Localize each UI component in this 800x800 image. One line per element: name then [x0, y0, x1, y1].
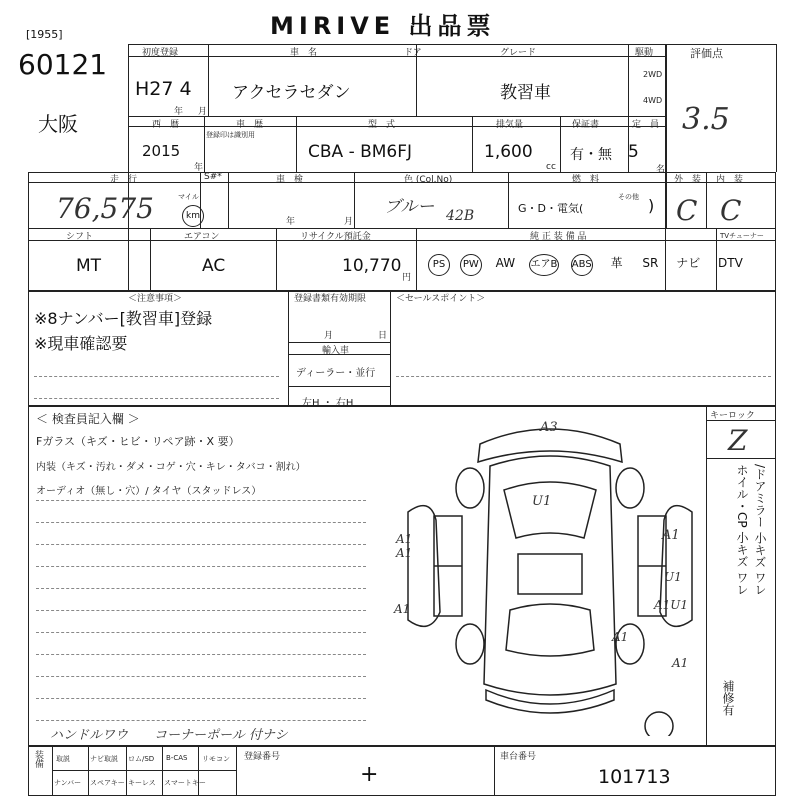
fuel-label: 燃 料	[572, 175, 600, 185]
equip-abs: ABS	[571, 254, 593, 276]
rating-value: 3.5	[682, 102, 730, 137]
doc-month: 月	[324, 331, 334, 341]
first-reg-label: 初度登録	[142, 48, 179, 58]
chassis-value: 101713	[598, 766, 671, 788]
model-label: 車 歴	[236, 120, 264, 130]
type-value: CBA - BM6FJ	[308, 142, 413, 162]
car-name: アクセラセダン	[232, 83, 351, 103]
keylock-label: キーロック	[710, 411, 755, 421]
side-note-2: /ドアミラー 小キズ ワレ	[753, 464, 767, 596]
equip-dtv: DTV	[718, 256, 743, 270]
equip-leather: 革	[610, 256, 623, 270]
grade-label: グレード	[500, 48, 537, 58]
equip-pw: PW	[460, 254, 482, 276]
western-value: 2015	[142, 142, 181, 160]
fuel-close: )	[648, 196, 655, 215]
interior-value: C	[720, 194, 742, 227]
damage-mark-a1-left2: A1	[396, 546, 413, 560]
displacement-label: 排気量	[496, 120, 524, 130]
col-spare-key: スペアキー	[90, 779, 125, 787]
drive-2wd: 2WD	[643, 70, 663, 79]
western-unit: 年	[194, 163, 204, 173]
fuel-value: G・D・電気(	[518, 202, 584, 215]
equip-label: 純 正 装 備 品	[530, 232, 587, 242]
ac-label: エアコン	[184, 232, 220, 242]
col-smart-key: スマートキー	[164, 779, 206, 787]
tv-label: TVチューナー	[720, 232, 764, 240]
mileage-value: 76,575	[56, 192, 154, 225]
model-sub: 登録印は識別用	[206, 131, 255, 139]
side-note-3: 補修有	[721, 680, 735, 716]
damage-mark-a3: A3	[540, 420, 558, 435]
displacement-unit: cc	[546, 162, 556, 172]
hand-note: ハンドルワウ コーナーポール 付ナシ	[50, 728, 288, 743]
import-hand: 左H ・ 右H	[302, 398, 354, 409]
damage-mark-a1u1: A1U1	[654, 598, 689, 612]
taxflag-label: S#*	[204, 172, 222, 182]
capacity-unit: 名	[656, 165, 666, 175]
col-bcas: B-CAS	[166, 754, 188, 762]
import-label: 輸入車	[322, 346, 350, 356]
damage-mark-a1-rear: A1	[612, 630, 629, 644]
interior-line: 内装（キズ・汚れ・ダメ・コゲ・穴・キレ・タバコ・割れ）	[36, 462, 306, 473]
caution-label: ＜注意事項＞	[128, 294, 183, 304]
month-label: 月	[198, 107, 208, 117]
equip-airbag: エアB	[529, 254, 559, 276]
page-title: MIRIVE 出品票	[270, 12, 496, 40]
damage-mark-a1-left1: A1	[396, 532, 413, 546]
grade-value: 教習車	[500, 83, 551, 103]
inspector-label: ＜ 検査員記入欄 ＞	[36, 412, 140, 426]
interior-label: 内 装	[716, 175, 744, 185]
type-label: 型 式	[368, 120, 396, 130]
doc-label: 登録書類有効期限	[294, 294, 367, 304]
name-label: 車 名	[290, 48, 318, 58]
chassis-label: 車台番号	[500, 752, 537, 762]
shift-label: シフト	[66, 232, 94, 242]
shift-value: MT	[76, 256, 102, 276]
reg-no-label: 登録番号	[244, 752, 281, 762]
side-note-1: ホイル・CP 小キズ ワレ	[735, 464, 749, 596]
col-rom: ロム/SD	[128, 755, 155, 763]
recycle-label: リサイクル預託金	[300, 232, 371, 242]
col-manual: 取説	[56, 755, 70, 763]
recycle-unit: 円	[402, 273, 412, 283]
equip-aw: AW	[495, 256, 516, 270]
cooler-value: 有・無	[570, 147, 612, 163]
inspection-label: 車 検	[276, 175, 304, 185]
caution-line2: ※現車確認要	[34, 334, 128, 353]
col-keyless: キーレス	[128, 779, 156, 787]
col-number: ナンバー	[54, 779, 82, 787]
inspection-year: 年	[286, 217, 296, 227]
displacement-value: 1,600	[484, 142, 533, 162]
damage-mark-u1-right: U1	[664, 570, 682, 584]
exterior-label: 外 装	[674, 175, 702, 185]
rating-label: 評価点	[690, 47, 723, 60]
equip-sunroof: SR	[642, 256, 659, 270]
mileage-unit-alt: マイル	[178, 193, 199, 201]
exterior-value: C	[676, 194, 698, 227]
cooler-label: 保証書	[572, 120, 600, 130]
color-value: ブルー	[384, 197, 435, 217]
capacity-label: 定 員	[632, 120, 660, 130]
import-dealer: ディーラー・並行	[296, 368, 376, 379]
car-diagram	[400, 416, 700, 736]
equip-navi: ナビ	[676, 256, 701, 270]
damage-mark-a1-left3: A1	[394, 602, 411, 616]
western-label: 西 暦	[152, 120, 180, 130]
col-equip: 装備	[33, 750, 43, 768]
mileage-label: 走 行	[110, 175, 138, 185]
location: 大阪	[38, 112, 78, 136]
first-reg-value: H27 4	[135, 78, 192, 100]
drive-4wd: 4WD	[643, 96, 663, 105]
sales-label: ＜セールスポイント＞	[396, 294, 486, 304]
ac-value: AC	[202, 256, 226, 276]
capacity-value: 5	[628, 142, 639, 162]
door-label: ドア	[404, 48, 422, 58]
col-remote: リモコン	[202, 755, 230, 763]
damage-mark-a1-right2: A1	[672, 656, 689, 670]
drive-label: 駆動	[635, 48, 654, 58]
reg-no-value: +	[360, 762, 379, 787]
equip-ps: PS	[428, 254, 450, 276]
glass-line: Fガラス（キズ・ヒビ・リペア跡・X 要）	[36, 435, 240, 448]
inspection-month: 月	[344, 217, 354, 227]
lot-bracket: [1955]	[26, 28, 63, 41]
year-label: 年	[174, 107, 184, 117]
keylock-value: Z	[728, 424, 748, 457]
recycle-value: 10,770	[342, 256, 402, 276]
color-label: 色 (Col.No)	[404, 175, 453, 185]
damage-mark-u1: U1	[532, 494, 552, 509]
lot-number: 60121	[18, 48, 108, 81]
doc-day: 日	[378, 331, 388, 341]
color-code: 42B	[446, 208, 475, 224]
damage-mark-a1-right1: A1	[662, 528, 680, 543]
caution-line1: ※8ナンバー[教習車]登録	[34, 309, 213, 328]
col-navi-manual: ナビ取説	[90, 755, 118, 763]
mileage-unit: km	[182, 205, 204, 227]
audio-line: オーディオ（無し・穴）/ タイヤ（スタッドレス）	[36, 486, 262, 497]
fuel-other-label: その他	[618, 193, 639, 201]
